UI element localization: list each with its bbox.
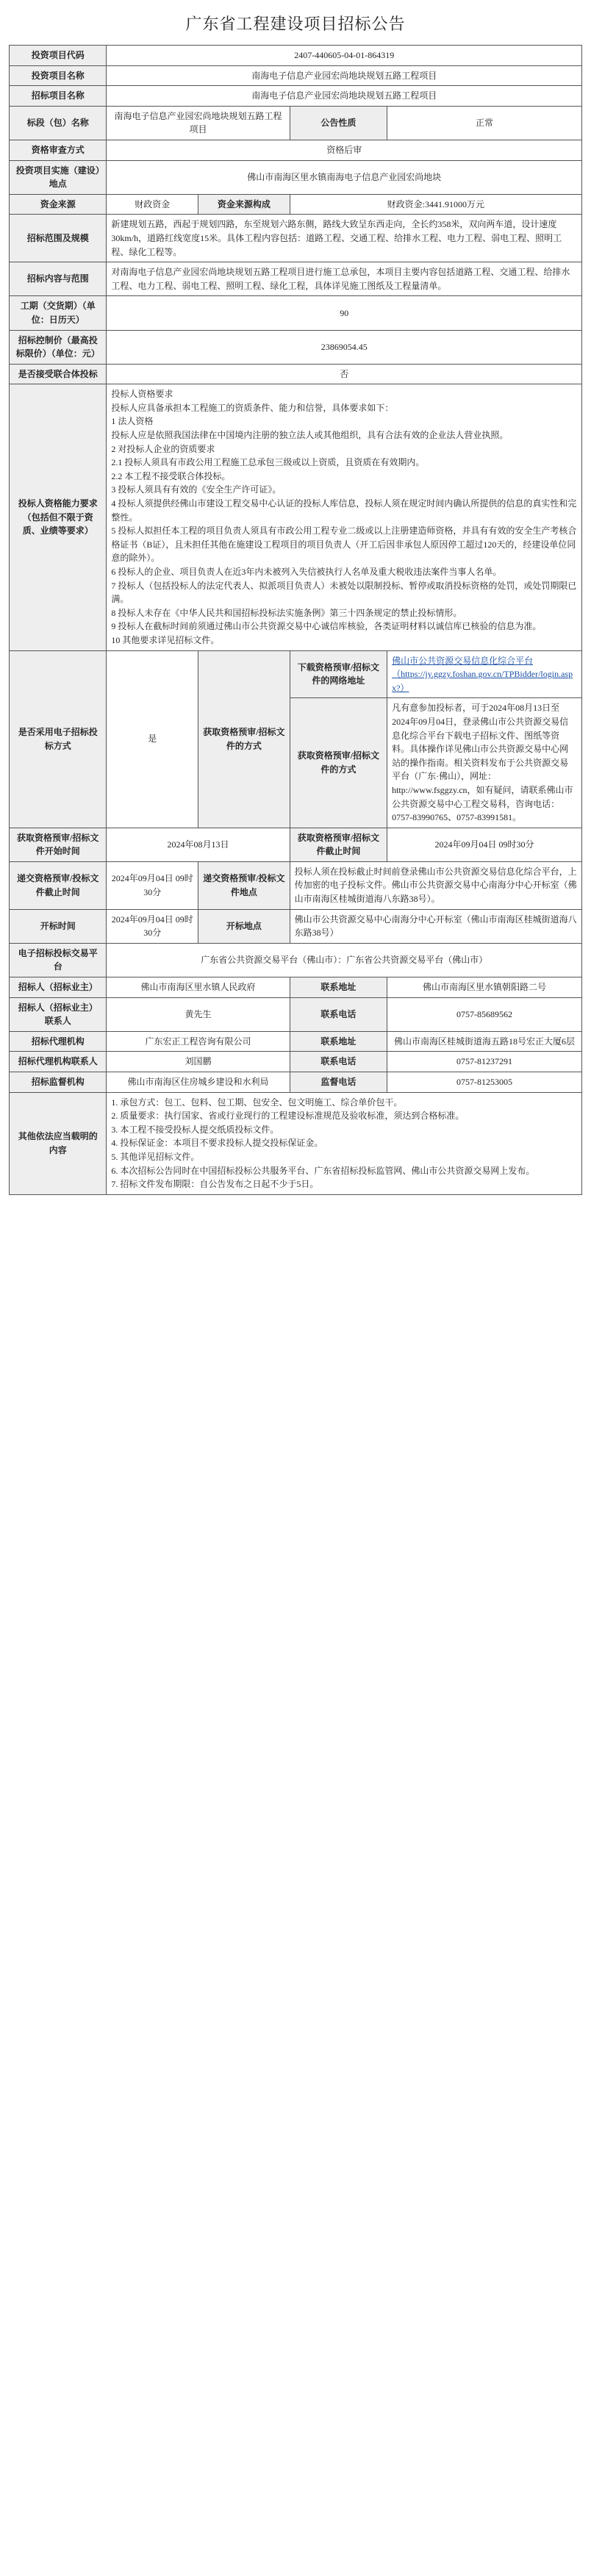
label: 是否接受联合体投标 <box>10 364 107 384</box>
value: 广东省公共资源交易平台（佛山市）：广东省公共资源交易平台（佛山市） <box>107 943 582 977</box>
nature-label: 公告性质 <box>290 106 387 140</box>
row-others <box>10 1092 582 1194</box>
value: 投标人资格要求 投标人应具备承担本工程施工的资质条件、能力和信誉，具体要求如下： 1 法人资格 投标人应是依照我国法律在中国境内注册的独立法人或其他组织，具有合法有效的企业法人营业执照。 2 对投标人企业的资质要求 2.1 投标人须具有市政公用工程施工总承包三级或以上资质，且资质在有效期内。 2.2 本工程不接受联合体投标。 3 投标人须具有有效的《安全生产许可证》。 4 投标人须提供经佛山市建设工程交易中心认证的投标人库信息，投标人须在规定时间内确认所提供的信息的真实性和完整性。 5 投标人拟担任本工程的项目负责人须具有市政公用工程专业二级或以上注册建造师资格，并具有有效的安全生产考核合格证书（B证），且未担任其他在施建设工程项目的项目负责人（开工后因非承包人原因停工超过120天的，经建设单位同意的除外）。 6 投标人的企业、项目负责人在近3年内未被列入失信被执行人名单及重大税收违法案件当事人名单。 7 投标人（包括投标人的法定代表人、拟派项目负责人）未被处以限制投标、暂停或取消投标资格的处罚，或处罚期限已满。 8 投标人未存在《中华人民共和国招标投标法实施条例》第三十四条规定的禁止投标情形。 9 投标人在截标时间前须通过佛山市公共资源交易中心诚信库核验，各类证明材料以诚信库已核验的信息为准。 10 其他要求详见招标文件。 <box>107 384 582 650</box>
row-platform <box>10 943 582 977</box>
label: 获取资格预审/招标文件开始时间 <box>10 828 107 861</box>
announcement-table <box>9 45 582 1195</box>
row-project-name <box>10 65 582 86</box>
label: 招标内容与范围 <box>10 262 107 296</box>
value: 2024年08月13日 <box>107 828 290 861</box>
end-label: 获取资格预审/招标文件截止时间 <box>290 828 387 861</box>
row-funds <box>10 194 582 215</box>
row-agency-contact <box>10 1052 582 1072</box>
row-tenderer-contact <box>10 997 582 1031</box>
row-control-price <box>10 330 582 364</box>
value: 23869054.45 <box>107 330 582 364</box>
label: 招标监督机构 <box>10 1072 107 1093</box>
end-value: 2024年09月04日 09时30分 <box>387 828 582 861</box>
row-joint <box>10 364 582 384</box>
method-label: 获取资格预审/招标文件的方式 <box>290 698 387 828</box>
label: 标段（包）名称 <box>10 106 107 140</box>
phone-label: 联系电话 <box>290 997 387 1031</box>
method-value: 凡有意参加投标者，可于2024年08月13日至2024年09月04日，登录佛山市公共资源交易信息化综合平台下载电子招标文件、图纸等资料。具体操作详见佛山市公共资源交易中心网站的操作指南。相关资料发布于公共资源交易平台（广东·佛山），网址：http://www.fsggzy.cn，如有疑问，请联系佛山市公共资源交易中心工程交易科，咨询电话：0757-83990765、0757-83991581。 <box>387 698 582 828</box>
label: 是否采用电子招标投标方式 <box>10 650 107 828</box>
row-scope <box>10 215 582 262</box>
phone-value: 0757-81253005 <box>387 1072 582 1093</box>
announcement-page <box>9 0 582 1195</box>
row-tenderer <box>10 977 582 998</box>
row-location <box>10 160 582 194</box>
row-submit <box>10 861 582 909</box>
doc-label: 获取资格预审/招标文件的方式 <box>198 650 290 828</box>
label: 投资项目实施（建设）地点 <box>10 160 107 194</box>
value: 对南海电子信息产业园宏尚地块规划五路工程项目进行施工总承包，本项目主要内容包括道路工程、交通工程、给排水工程、电力工程、弱电工程、照明工程、绿化工程，具体详见施工图纸及工程量清单。 <box>107 262 582 296</box>
phone-label: 监督电话 <box>290 1072 387 1093</box>
row-supervisor <box>10 1072 582 1093</box>
row-e-bid <box>10 650 582 698</box>
value: 南海电子信息产业园宏尚地块规划五路工程项目 <box>107 106 290 140</box>
addr-label: 联系地址 <box>290 977 387 998</box>
value: 广东宏正工程咨询有限公司 <box>107 1031 290 1052</box>
label: 开标时间 <box>10 909 107 943</box>
value: 否 <box>107 364 582 384</box>
label: 投标人资格能力要求（包括但不限于资质、业绩等要求） <box>10 384 107 650</box>
label: 工期（交货期）（单位：日历天） <box>10 296 107 330</box>
label: 其他依法应当载明的内容 <box>10 1092 107 1194</box>
value: 资格后审 <box>107 140 582 160</box>
phone-value: 0757-81237291 <box>387 1052 582 1072</box>
value: 南海电子信息产业园宏尚地块规划五路工程项目 <box>107 86 582 107</box>
row-project-code <box>10 46 582 66</box>
value: 2407-440605-04-01-864319 <box>107 46 582 66</box>
addr-value: 佛山市南海区桂城街道海五路18号宏正大厦6层 <box>387 1031 582 1052</box>
value: 黄先生 <box>107 997 290 1031</box>
value: 2024年09月04日 09时30分 <box>107 909 198 943</box>
value: 佛山市南海区里水镇南海电子信息产业园宏尚地块 <box>107 160 582 194</box>
value: 刘国鹏 <box>107 1052 290 1072</box>
row-duration <box>10 296 582 330</box>
addr-label: 联系地址 <box>290 1031 387 1052</box>
label: 招标代理机构 <box>10 1031 107 1052</box>
page-title: 广东省工程建设项目招标公告 <box>185 15 406 33</box>
label: 资格审查方式 <box>10 140 107 160</box>
url-label: 下载资格预审/招标文件的网络地址 <box>290 650 387 698</box>
value: 2024年09月04日 09时30分 <box>107 861 198 909</box>
row-section <box>10 106 582 140</box>
row-content <box>10 262 582 296</box>
value: 新建规划五路，西起于规划四路，东至规划六路东侧，路线大致呈东西走向，全长约358米，双向两车道，设计速度30km/h，道路红线宽度15米。具体工程内容包括：道路工程、交通工程、给排水工程、电力工程、弱电工程、照明工程、绿化工程等。 <box>107 215 582 262</box>
place-value: 佛山市公共资源交易中心南海分中心开标室（佛山市南海区桂城街道海八东路38号） <box>290 909 581 943</box>
row-doc-time <box>10 828 582 861</box>
value: 佛山市南海区里水镇人民政府 <box>107 977 290 998</box>
row-review-mode <box>10 140 582 160</box>
place-label: 递交资格预审/投标文件地点 <box>198 861 290 909</box>
row-qualification <box>10 384 582 650</box>
label: 投资项目名称 <box>10 65 107 86</box>
download-link[interactable]: 佛山市公共资源交易信息化综合平台（https://jy.ggzy.foshan.gov.cn/TPBidder/login.aspx?） <box>392 655 573 693</box>
label: 招标人（招标业主）联系人 <box>10 997 107 1031</box>
value: 90 <box>107 296 582 330</box>
label: 招标项目名称 <box>10 86 107 107</box>
value: 佛山市南海区住房城乡建设和水利局 <box>107 1072 290 1093</box>
funds-structure-value: 财政资金:3441.91000万元 <box>290 194 581 215</box>
label: 投资项目代码 <box>10 46 107 66</box>
row-agency <box>10 1031 582 1052</box>
row-opening <box>10 909 582 943</box>
funds-structure-label: 资金来源构成 <box>198 194 290 215</box>
row-bid-project-name <box>10 86 582 107</box>
label: 招标控制价（最高投标限价）（单位：元） <box>10 330 107 364</box>
value: 是 <box>107 650 198 828</box>
place-label: 开标地点 <box>198 909 290 943</box>
label: 递交资格预审/投标文件截止时间 <box>10 861 107 909</box>
addr-value: 佛山市南海区里水镇朝阳路二号 <box>387 977 582 998</box>
place-value: 投标人须在投标截止时间前登录佛山市公共资源交易信息化综合平台，上传加密的电子投标文件。佛山市公共资源交易中心南海分中心开标室（佛山市南海区桂城街道海八东路38号）。 <box>290 861 581 909</box>
phone-label: 联系电话 <box>290 1052 387 1072</box>
nature-value: 正常 <box>387 106 582 140</box>
label: 电子招标投标交易平台 <box>10 943 107 977</box>
url-value[interactable] <box>387 650 582 698</box>
label: 招标代理机构联系人 <box>10 1052 107 1072</box>
funds-source-label: 资金来源 <box>10 194 107 215</box>
label: 招标人（招标业主） <box>10 977 107 998</box>
value: 南海电子信息产业园宏尚地块规划五路工程项目 <box>107 65 582 86</box>
phone-value: 0757-85689562 <box>387 997 582 1031</box>
label: 招标范围及规模 <box>10 215 107 262</box>
value: 1. 承包方式：包工、包料、包工期、包安全、包文明施工、综合单价包干。 2. 质量要求：执行国家、省或行业现行的工程建设标准规范及验收标准，须达到合格标准。 3. 本工程不接受投标人提交纸质投标文件。 4. 投标保证金：本项目不要求投标人提交投标保证金。 5. 其他详见招标文件。 6. 本次招标公告同时在中国招标投标公共服务平台、广东省招标投标监管网、佛山市公共资源交易网上发布。 7. 招标文件发布期限：自公告发布之日起不少于5日。 <box>107 1092 582 1194</box>
funds-source-value: 财政资金 <box>107 194 198 215</box>
